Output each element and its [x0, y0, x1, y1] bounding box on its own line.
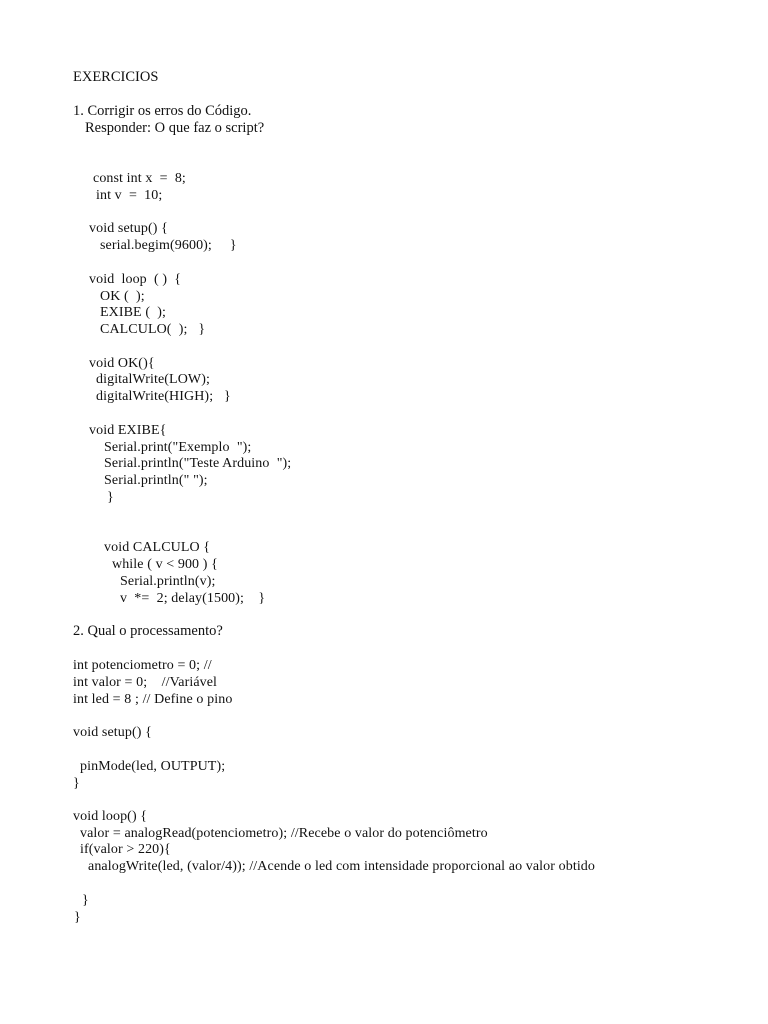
code-line: void CALCULO { [104, 540, 211, 555]
code-line: int potenciometro = 0; // [73, 658, 212, 673]
code-line: OK ( ); [100, 289, 145, 304]
exercise-1-title: 1. Corrigir os erros do Código. [73, 103, 252, 119]
code-line: void OK(){ [89, 356, 155, 371]
code-line: if(valor > 220){ [80, 842, 171, 857]
code-line: } [73, 776, 80, 791]
code-line: } [82, 893, 89, 908]
code-line: void setup() { [73, 725, 152, 740]
code-line: Serial.println(v); [120, 574, 216, 589]
code-line: void loop ( ) { [89, 272, 182, 287]
code-line: } [74, 910, 81, 925]
code-line: serial.begim(9600); } [100, 238, 237, 253]
code-line: Serial.println("Teste Arduino "); [104, 456, 292, 471]
code-line: void setup() { [89, 221, 168, 236]
code-line: CALCULO( ); } [100, 322, 206, 337]
code-line: while ( v < 900 ) { [112, 557, 218, 572]
exercise-2-title: 2. Qual o processamento? [73, 623, 223, 639]
code-line: analogWrite(led, (valor/4)); //Acende o led com intensidade proporcional ao valor obtido [88, 859, 596, 874]
code-line: EXIBE ( ); [100, 305, 167, 320]
code-line: valor = analogRead(potenciometro); //Recebe o valor do potenciômetro [80, 826, 488, 841]
code-line: int valor = 0; //Variável [73, 675, 218, 690]
code-line: const int x = 8; [93, 171, 186, 186]
code-line: Serial.println(" "); [104, 473, 208, 488]
code-line: Serial.print("Exemplo "); [104, 440, 252, 455]
code-line: int led = 8 ; // Define o pino [73, 692, 233, 707]
code-line: digitalWrite(HIGH); } [96, 389, 231, 404]
code-line: v *= 2; delay(1500); } [120, 591, 266, 606]
document-heading: EXERCICIOS [73, 69, 159, 85]
code-line: void EXIBE{ [89, 423, 167, 438]
code-line: void loop() { [73, 809, 148, 824]
code-line: } [107, 490, 114, 505]
code-line: digitalWrite(LOW); [96, 372, 210, 387]
code-line: int v = 10; [96, 188, 163, 203]
code-line: pinMode(led, OUTPUT); [80, 759, 226, 774]
exercise-1-prompt: Responder: O que faz o script? [85, 120, 265, 136]
